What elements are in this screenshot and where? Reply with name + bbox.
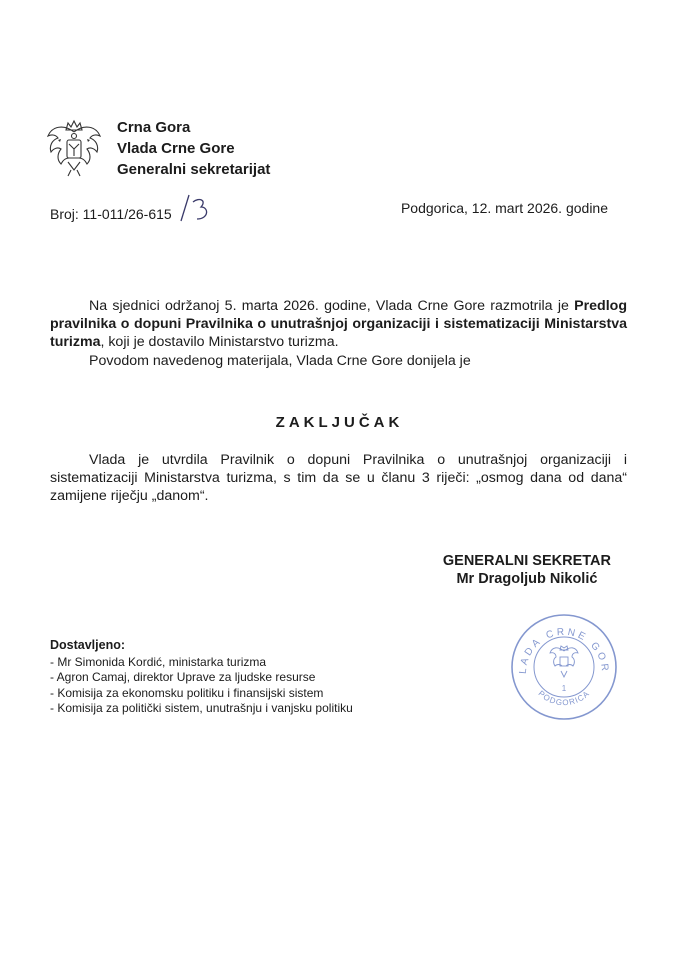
stamp-city-text: PODGORICA bbox=[536, 688, 592, 708]
place-date: Podgorica, 12. mart 2026. godine bbox=[400, 200, 608, 216]
list-item: - Komisija za politički sistem, unutrašnju i vanjsku politiku bbox=[50, 701, 353, 715]
paragraph-adopted: Povodom navedenog materijala, Vlada Crne Gore donijela je bbox=[89, 353, 471, 369]
stamp-emblem-icon bbox=[550, 646, 578, 677]
paragraph-conclusion: Vlada je utvrdila Pravilnik o dopuni Pravilnika o unutrašnjoj organizaciji i sistematizaciji Ministarstva turizma, s tim da se u članu 3 riječi: „osmog dana od dana“ zamijene riječju „danom“. bbox=[50, 452, 627, 504]
paragraph-session-end: , koji je dostavilo Ministarstvo turizma. bbox=[100, 334, 339, 350]
list-item: - Komisija za ekonomsku politiku i finansijski sistem bbox=[50, 685, 324, 700]
conclusion-title: ZAKLJUČAK bbox=[275, 414, 404, 431]
paragraph-session-start: Na sjednici održanoj 5. marta 2026. godine, Vlada Crne Gore razmotrila je bbox=[89, 298, 575, 314]
coat-of-arms-icon bbox=[44, 118, 104, 180]
delivery-heading: Dostavljeno: bbox=[50, 638, 126, 652]
stamp-ring-text: LADA CRNE GOR bbox=[517, 626, 611, 675]
signature-name: Mr Dragoljub Nikolić bbox=[456, 571, 598, 587]
header-government: Vlada Crne Gore bbox=[117, 140, 235, 157]
proposal-title: Predlog pravilnika o dopuni Pravilnika o unutrašnjoj organizaciji i sistematizaciji Ministarstva turizma bbox=[50, 298, 627, 350]
reference-number-text: Broj: 11-011/26-615 bbox=[50, 206, 172, 222]
header-secretariat: Generalni sekretarijat bbox=[117, 161, 271, 178]
issuer-header bbox=[117, 117, 270, 180]
signature-role: GENERALNI SEKRETAR bbox=[442, 553, 611, 569]
list-item: - Mr Simonida Kordić, ministarka turizma bbox=[50, 654, 267, 669]
list-item: - Agron Camaj, direktor Uprave za ljudske resurse bbox=[50, 670, 316, 684]
stamp-number: 1 bbox=[561, 684, 567, 693]
paragraph-session bbox=[50, 297, 627, 351]
handwritten-suffix bbox=[173, 193, 213, 228]
signature-block bbox=[443, 552, 611, 588]
delivery-list bbox=[50, 638, 353, 717]
header-country: Crna Gora bbox=[117, 119, 191, 136]
svg-text:VLADA CRNE GORE bbox=[508, 611, 610, 674]
reference-number bbox=[50, 193, 213, 228]
official-stamp bbox=[508, 611, 620, 723]
